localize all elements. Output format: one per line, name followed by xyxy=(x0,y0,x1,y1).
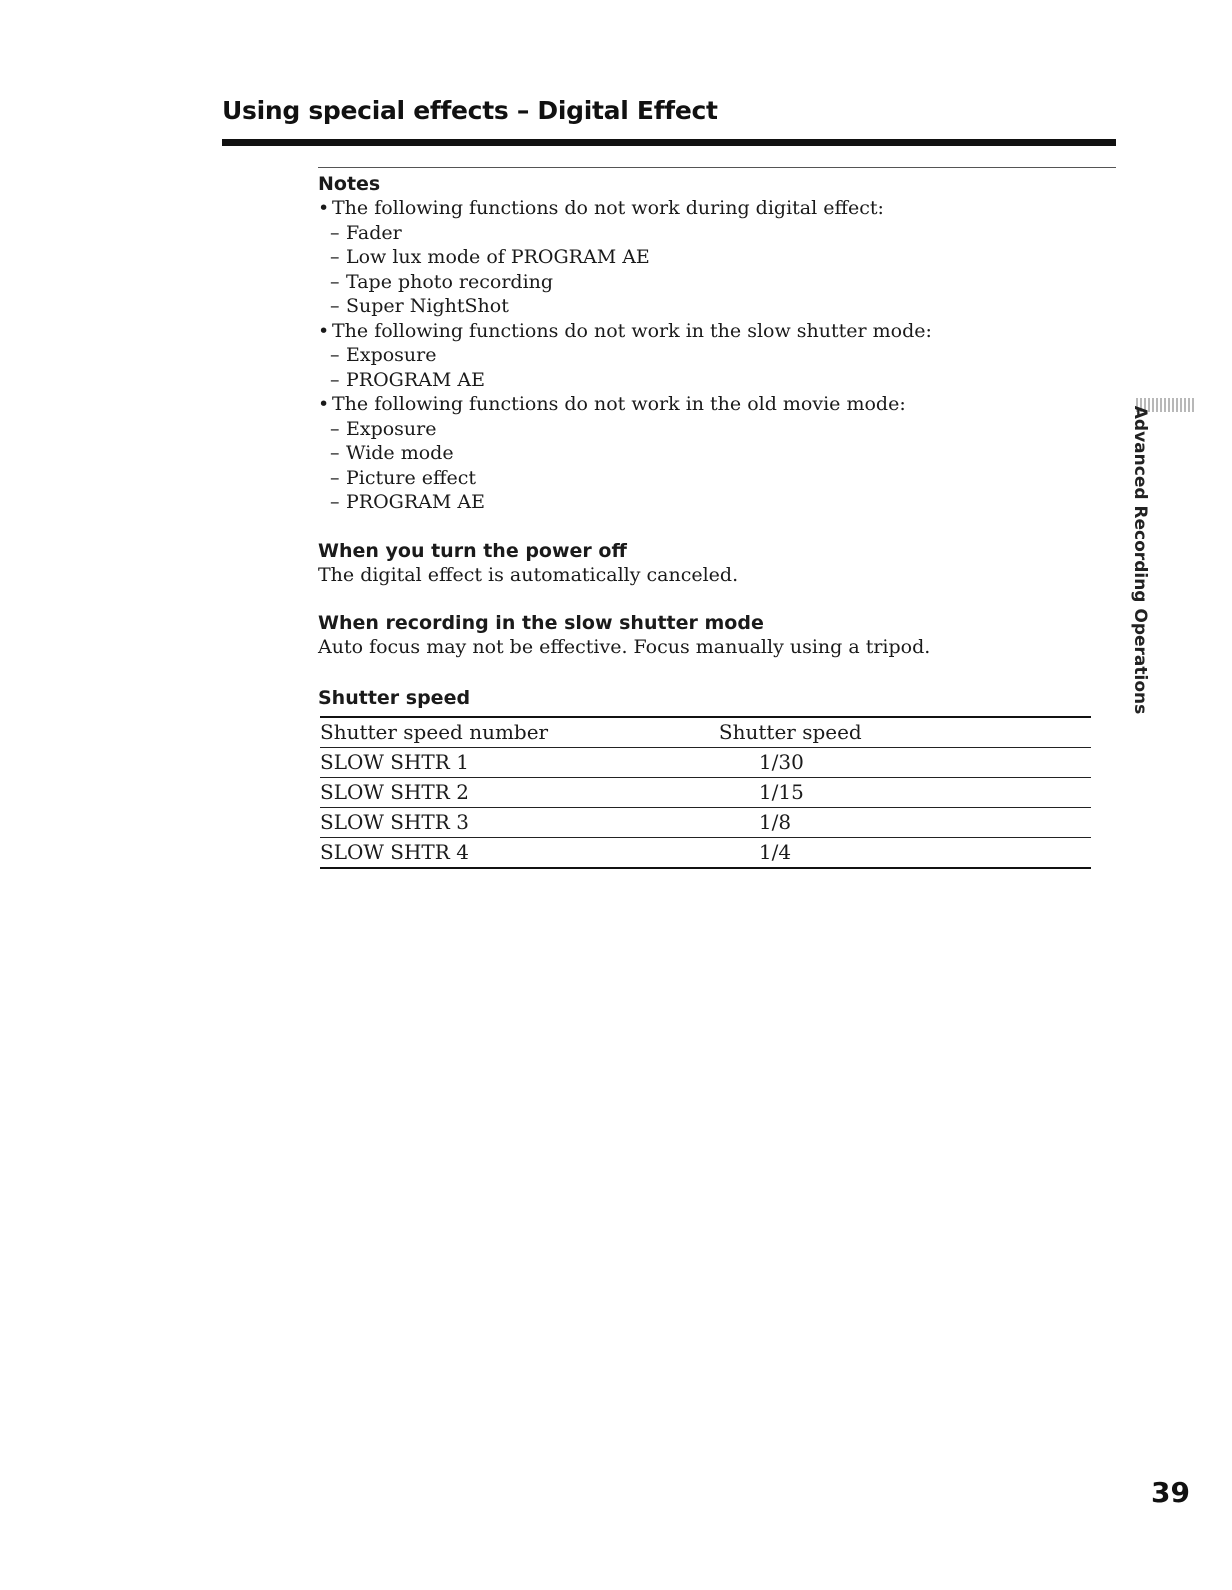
dash-icon: – xyxy=(330,442,340,464)
dash-icon: – xyxy=(330,221,340,244)
column-header: Shutter speed number xyxy=(320,717,719,748)
sub-item xyxy=(330,466,1108,491)
sub-item xyxy=(330,270,1108,295)
dash-icon: – xyxy=(330,246,340,268)
notes-list xyxy=(318,196,1108,515)
dash-icon: – xyxy=(330,295,340,317)
dash-icon: – xyxy=(330,491,340,513)
power-off-text: The digital effect is automatically canceled. xyxy=(318,563,739,586)
sub-item xyxy=(330,245,1108,270)
sub-item-text: Super NightShot xyxy=(346,295,509,317)
main-content xyxy=(318,172,1108,869)
sub-item-text: Exposure xyxy=(346,344,437,366)
shutter-speed-section xyxy=(318,686,1108,869)
note-sublist xyxy=(318,221,1108,319)
table-header-row xyxy=(320,717,1091,748)
shutter-speed-heading: Shutter speed xyxy=(318,686,471,709)
note-item xyxy=(318,196,1108,319)
table-row xyxy=(320,747,1091,777)
bullet-icon: • xyxy=(318,393,330,415)
table-cell: 1/4 xyxy=(719,837,1091,868)
sub-item xyxy=(330,294,1108,319)
title-rule xyxy=(222,139,1116,146)
table-cell: 1/8 xyxy=(719,807,1091,837)
note-text: The following functions do not work during digital effect: xyxy=(332,197,884,219)
notes-heading: Notes xyxy=(318,173,381,195)
sub-item xyxy=(330,368,1108,393)
note-item xyxy=(318,392,1108,515)
table-cell: SLOW SHTR 1 xyxy=(320,747,719,777)
section-rule xyxy=(318,167,1116,168)
dash-icon: – xyxy=(330,368,340,391)
page-title: Using special effects – Digital Effect xyxy=(222,96,718,125)
dash-icon: – xyxy=(330,270,340,293)
sub-item xyxy=(330,343,1108,368)
table-cell: SLOW SHTR 4 xyxy=(320,837,719,868)
bullet-icon: • xyxy=(318,319,330,342)
side-tab-label: Advanced Recording Operations xyxy=(1130,405,1150,715)
sub-item-text: Exposure xyxy=(346,417,437,440)
sub-item-text: Low lux mode of PROGRAM AE xyxy=(346,246,650,268)
note-text: The following functions do not work in the old movie mode: xyxy=(332,393,906,415)
sub-item xyxy=(330,221,1108,246)
note-sublist xyxy=(318,417,1108,515)
note-item xyxy=(318,319,1108,393)
table-cell: 1/15 xyxy=(719,777,1091,807)
table-row xyxy=(320,777,1091,807)
page-number: 39 xyxy=(1151,1476,1190,1509)
shutter-speed-table xyxy=(320,716,1091,869)
sub-item-text: PROGRAM AE xyxy=(346,491,485,513)
sub-item xyxy=(330,417,1108,442)
power-off-heading: When you turn the power off xyxy=(318,539,627,562)
power-off-section xyxy=(318,539,1108,588)
table-cell: 1/30 xyxy=(719,747,1091,777)
table-cell: SLOW SHTR 2 xyxy=(320,777,719,807)
slow-shutter-heading: When recording in the slow shutter mode xyxy=(318,612,764,634)
table-row xyxy=(320,807,1091,837)
dash-icon: – xyxy=(330,466,340,489)
sub-item xyxy=(330,441,1108,466)
sub-item-text: Wide mode xyxy=(346,442,454,464)
column-header: Shutter speed xyxy=(719,717,1091,748)
sub-item-text: Fader xyxy=(346,221,402,244)
note-text: The following functions do not work in the slow shutter mode: xyxy=(332,319,932,342)
slow-shutter-text: Auto focus may not be effective. Focus manually using a tripod. xyxy=(318,636,931,658)
sub-item xyxy=(330,490,1108,515)
table-row xyxy=(320,837,1091,868)
sub-item-text: PROGRAM AE xyxy=(346,368,485,391)
dash-icon: – xyxy=(330,417,340,440)
dash-icon: – xyxy=(330,344,340,366)
bullet-icon: • xyxy=(318,197,330,219)
sub-item-text: Tape photo recording xyxy=(346,270,554,293)
table-cell: SLOW SHTR 3 xyxy=(320,807,719,837)
sub-item-text: Picture effect xyxy=(346,466,477,489)
note-sublist xyxy=(318,343,1108,392)
slow-shutter-section xyxy=(318,611,1108,660)
